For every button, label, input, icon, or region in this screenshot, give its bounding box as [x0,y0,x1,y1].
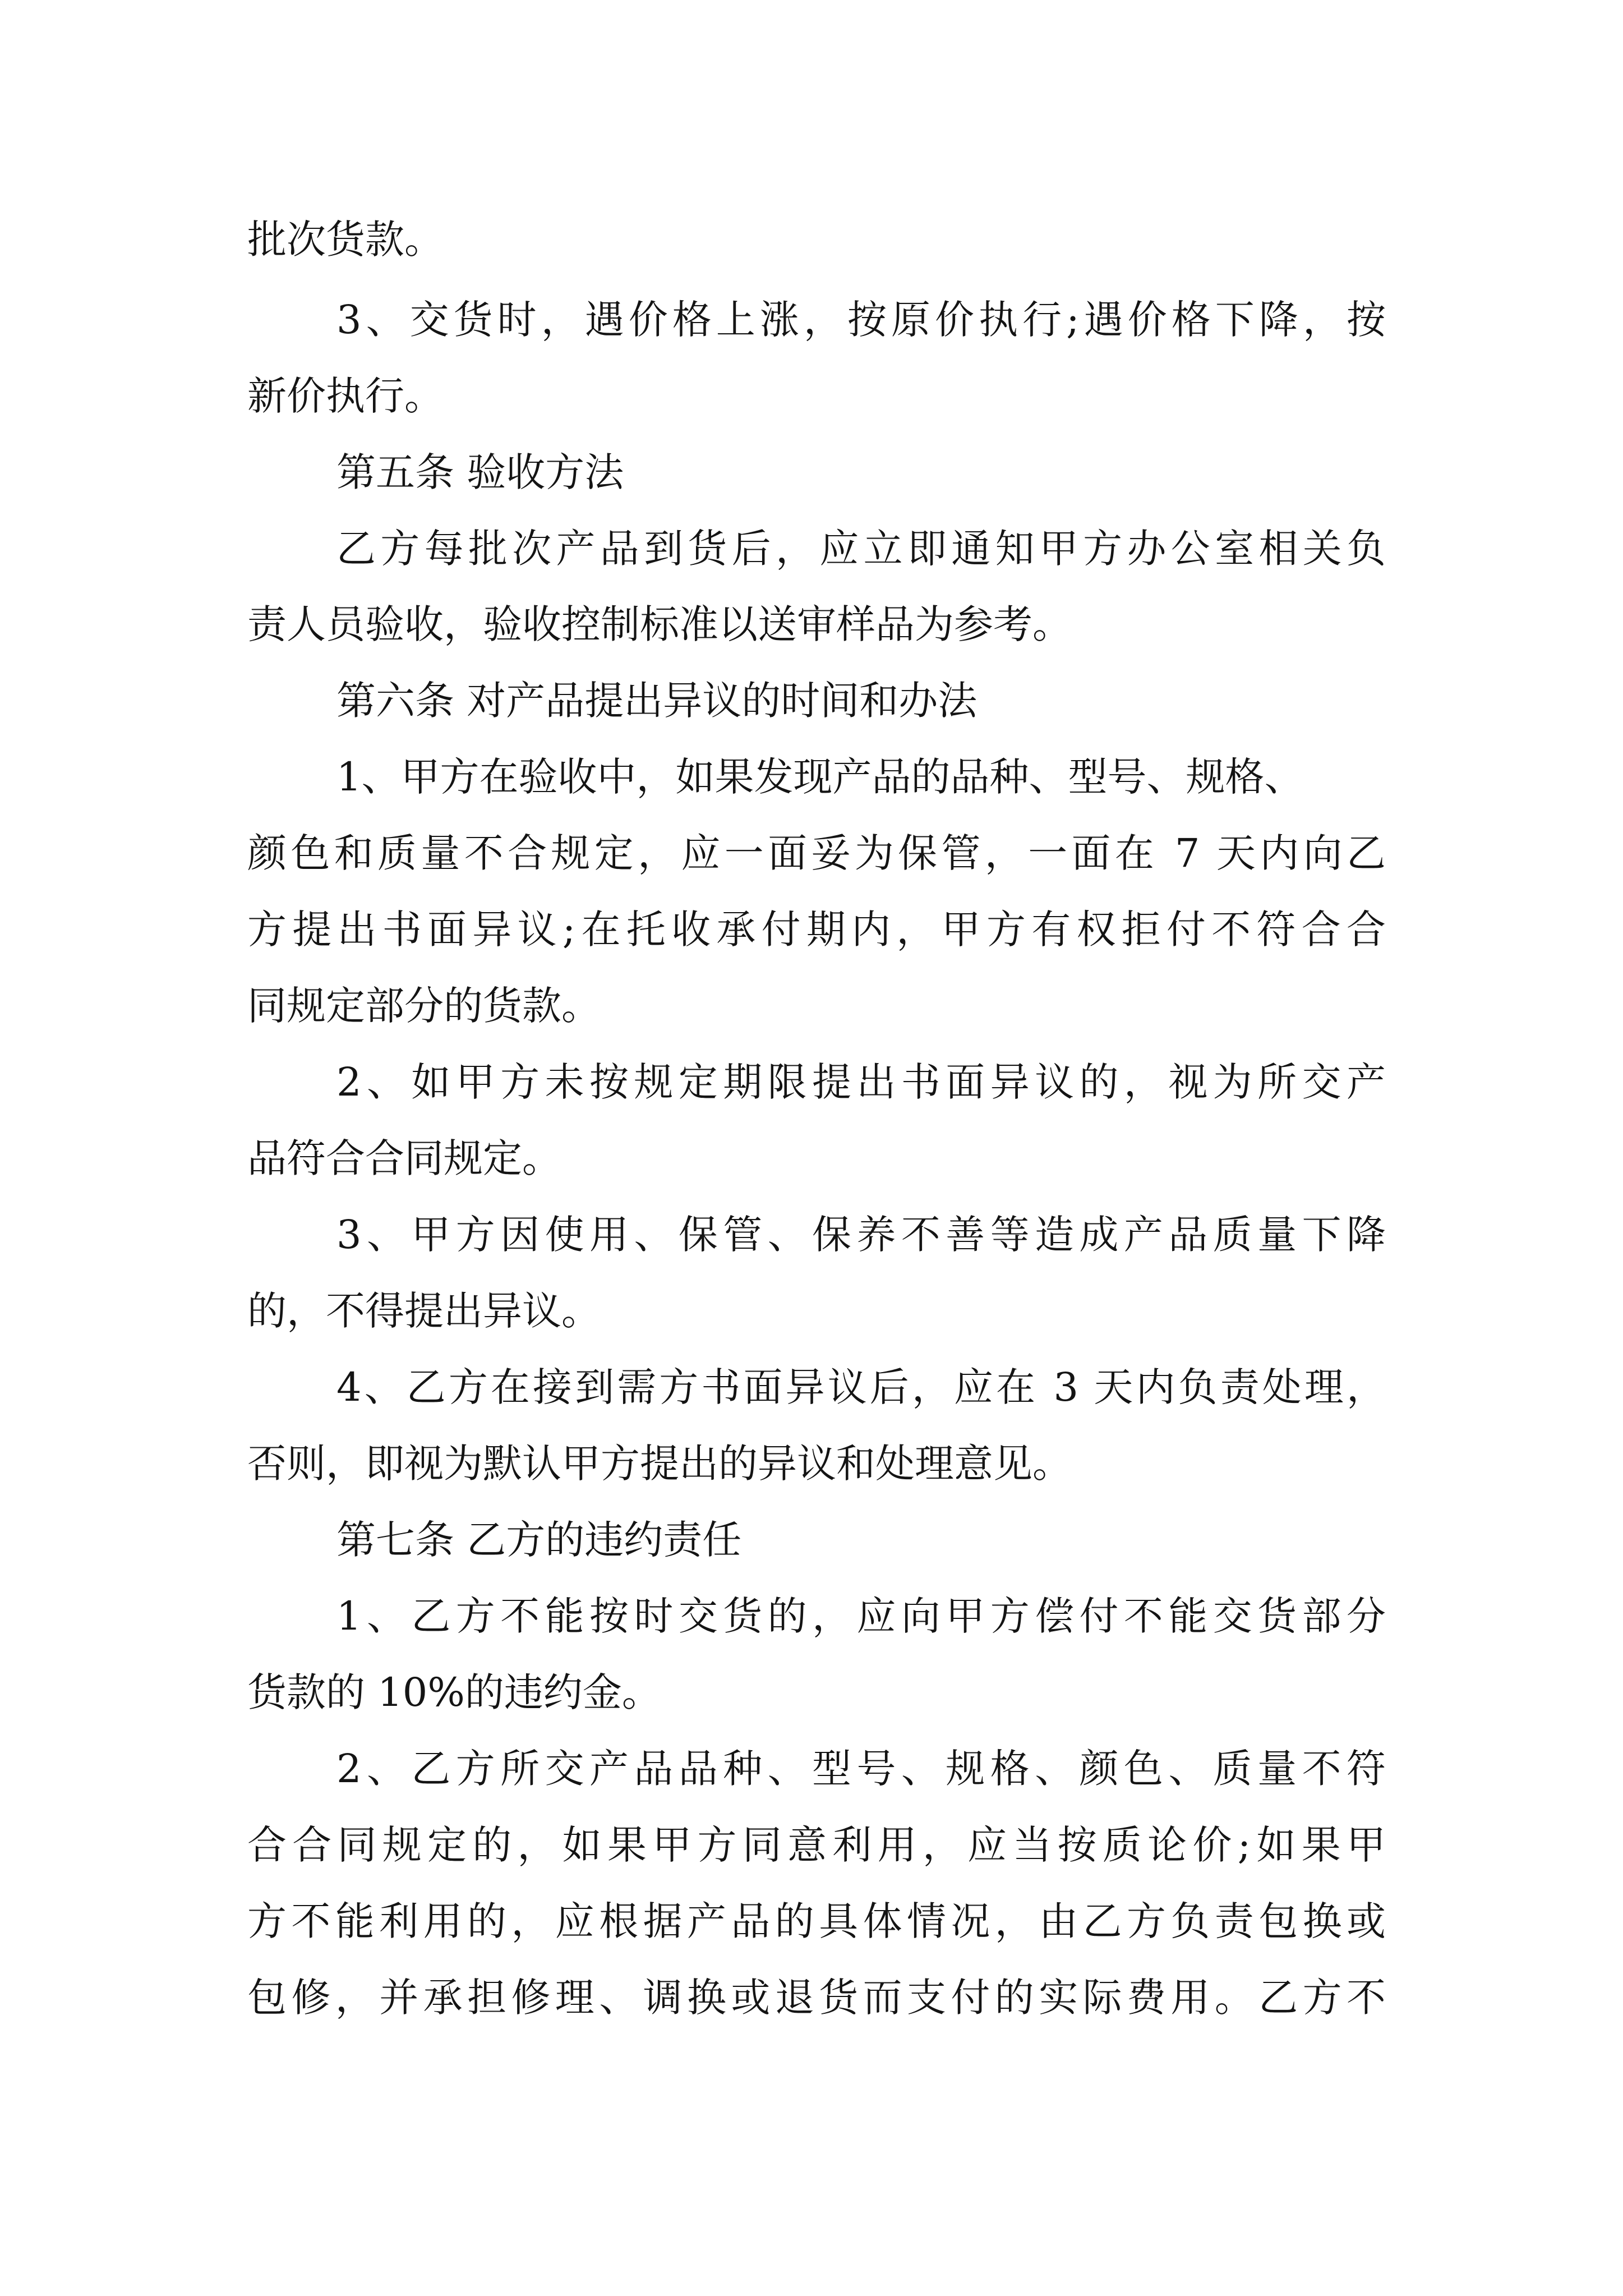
text-line: 批次货款。 [247,217,444,263]
text-line: 品符合合同规定。 [247,1135,561,1181]
text-line: 货款的 10%的违约金。 [247,1669,661,1715]
text-line: 方提出书面异议;在托收承付期内，甲方有权拒付不符合合 [247,907,1386,953]
text-line: 3、交货时，遇价格上涨，按原价执行;遇价格下降，按 [336,297,1386,343]
text-line: 新价执行。 [247,373,444,419]
text-line: 颜色和质量不合规定，应一面妥为保管，一面在 7 天内向乙 [247,830,1386,876]
section-heading: 第七条 乙方的违约责任 [336,1517,742,1563]
text-line: 4、乙方在接到需方书面异议后，应在 3 天内负责处理， [336,1364,1386,1410]
text-line: 合合同规定的，如果甲方同意利用，应当按质论价;如果甲 [247,1822,1386,1868]
section-heading: 第六条 对产品提出异议的时间和办法 [336,678,978,724]
text-line: 责人员验收，验收控制标准以送审样品为参考。 [247,601,1072,647]
text-line: 3、甲方因使用、保管、保养不善等造成产品质量下降 [336,1212,1386,1258]
text-line: 2、乙方所交产品品种、型号、规格、颜色、质量不符 [336,1746,1386,1792]
text-line: 1、乙方不能按时交货的，应向甲方偿付不能交货部分 [336,1593,1386,1639]
text-line: 1、甲方在验收中，如果发现产品的品种、型号、规格、 [336,754,1304,800]
text-line: 同规定部分的货款。 [247,983,601,1029]
text-line: 的，不得提出异议。 [247,1288,601,1334]
text-line: 否则，即视为默认甲方提出的异议和处理意见。 [247,1441,1072,1487]
text-line: 方不能利用的，应根据产品的具体情况，由乙方负责包换或 [247,1898,1386,1944]
text-line: 2、如甲方未按规定期限提出书面异议的，视为所交产 [336,1059,1386,1105]
text-line: 包修，并承担修理、调换或退货而支付的实际费用。乙方不 [247,1975,1386,2021]
section-heading: 第五条 验收方法 [336,449,624,495]
text-line: 乙方每批次产品到货后，应立即通知甲方办公室相关负 [336,526,1386,572]
